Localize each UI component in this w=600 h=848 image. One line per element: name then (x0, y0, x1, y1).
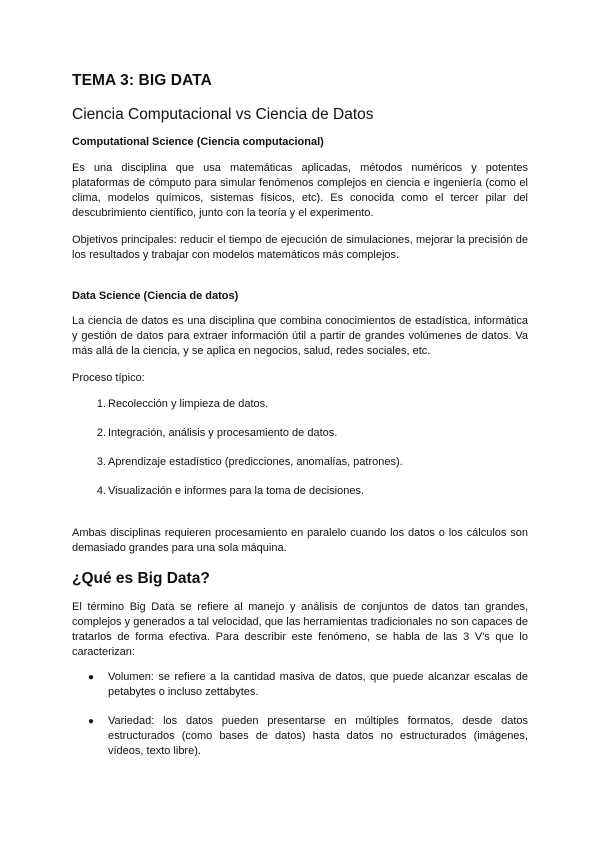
list-item-number: 2. (96, 427, 106, 439)
list-item (72, 427, 528, 442)
computational-objectives-paragraph: Objetivos principales: reducir el tiempo de ejecución de simulaciones, mejorar la precisión de los resultados y trabajar con modelos matemáticos más complejos. (72, 234, 528, 261)
bullet-text: Volumen: se refiere a la cantidad masiva de datos, que puede alcanzar escalas de petabytes o incluso zettabytes. (108, 671, 528, 698)
bullet-text: Variedad: los datos pueden presentarse en múltiples formatos, desde datos estructurados (como bases de datos) hasta datos no estructurados (imágenes, vídeos, texto libre). (108, 715, 528, 757)
big-data-intro-paragraph: El término Big Data se refiere al manejo y análisis de conjuntos de datos tan grandes, complejos y generados a tal velocidad, que las herramientas tradicionales no son capaces de tratarlos de forma efectiva. Para describir este fenómeno, se habla de las 3 V's que lo caracterizan: (72, 601, 528, 658)
section-title-comparison: Ciencia Computacional vs Ciencia de Datos (72, 106, 374, 123)
list-item-text: Visualización e informes para la toma de decisiones. (108, 485, 364, 497)
list-item (72, 398, 528, 413)
list-item-text: Integración, análisis y procesamiento de datos. (108, 427, 338, 439)
list-item-text: Aprendizaje estadístico (predicciones, anomalías, patrones). (108, 456, 403, 468)
computational-science-heading: Computational Science (Ciencia computacional) (72, 136, 324, 148)
list-item-text: Recolección y limpieza de datos. (108, 398, 269, 410)
bullet-icon: ● (88, 716, 95, 727)
data-science-paragraph: La ciencia de datos es una disciplina que combina conocimientos de estadística, informática y gestión de datos para extraer información útil a partir de grandes volúmenes de datos. Va más allá de la ciencia, y se aplica en negocios, salud, redes sociales, etc. (72, 315, 528, 357)
list-item-number: 3. (96, 456, 106, 468)
bullet-item (72, 714, 528, 759)
computational-science-paragraph: Es una disciplina que usa matemáticas aplicadas, métodos numéricos y potentes plataformas de cómputo para simular fenómenos complejos en ciencia e ingeniería (como el clima, modelos químicos, sistemas físicos, etc). Es conocida como el tercer pilar del descubrimiento científico, junto con la teoría y el experimento. (72, 162, 528, 219)
list-item-number: 4. (96, 485, 106, 497)
data-science-heading: Data Science (Ciencia de datos) (72, 290, 239, 302)
document-title: TEMA 3: BIG DATA (72, 72, 212, 89)
bullet-icon: ● (88, 672, 95, 683)
list-item-number: 1. (96, 398, 106, 410)
list-item (72, 456, 528, 471)
process-label: Proceso típico: (72, 372, 145, 384)
big-data-title: ¿Qué es Big Data? (72, 570, 210, 587)
closing-paragraph: Ambas disciplinas requieren procesamiento en paralelo cuando los datos o los cálculos son demasiado grandes para una sola máquina. (72, 527, 528, 554)
list-item (72, 485, 528, 500)
bullet-item (72, 670, 528, 700)
